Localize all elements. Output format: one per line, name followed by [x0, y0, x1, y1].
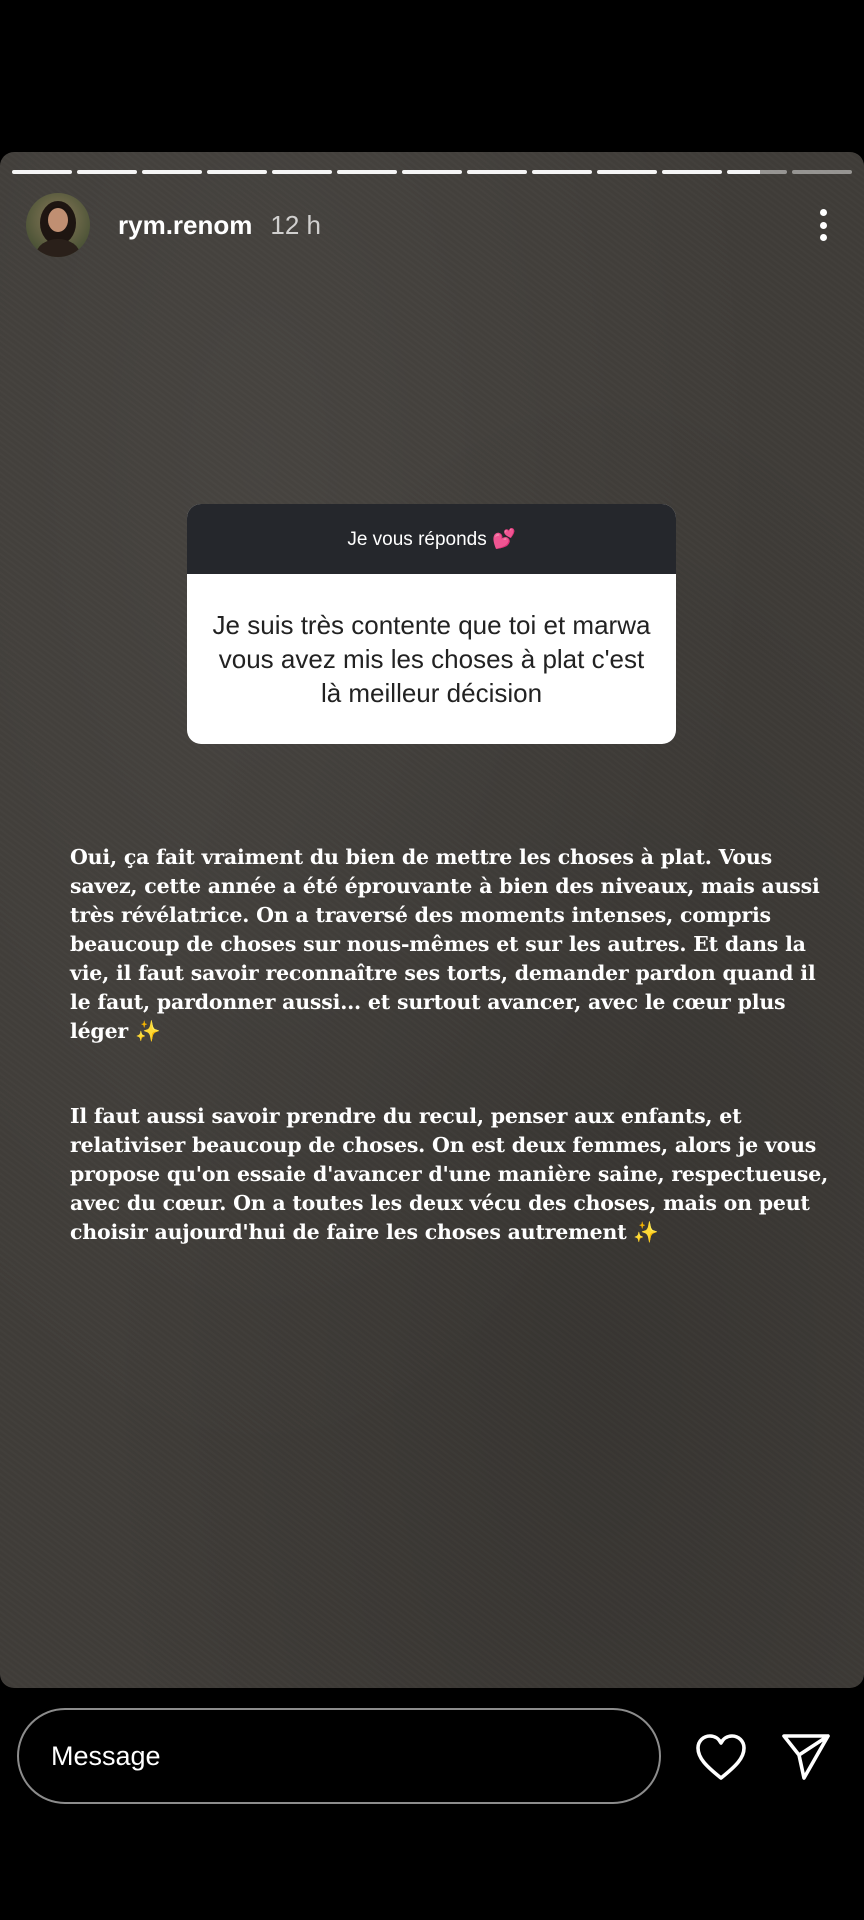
story-progress-segment	[792, 170, 852, 174]
story-progress-segment	[727, 170, 787, 174]
question-sticker-header: Je vous réponds 💕	[187, 504, 676, 574]
story-progress-segment	[77, 170, 137, 174]
avatar[interactable]	[26, 193, 90, 257]
story-progress-segment	[207, 170, 267, 174]
story-progress-segment	[597, 170, 657, 174]
story-header	[26, 192, 838, 258]
story-progress-segment	[142, 170, 202, 174]
answer-paragraph-2: Il faut aussi savoir prendre du recul, penser aux enfants, et relativiser beaucoup de choses. On est deux femmes, alors je vous propose qu'on essaie d'avancer d'une manière saine, respectueuse, avec du cœur. On a toutes les deux vécu des choses, mais on peut choisir aujourd'hui de faire les choses autrement ✨	[70, 1104, 829, 1244]
story-username[interactable]: rym.renom	[118, 209, 253, 240]
question-sticker-text: Je suis très contente que toi et marwa vous avez mis les choses à plat c'est là meilleur décision	[212, 610, 651, 708]
heart-icon[interactable]	[694, 1732, 748, 1782]
story-timestamp: 12 h	[270, 209, 321, 240]
story-progress-segment	[662, 170, 722, 174]
story-progress-segment	[467, 170, 527, 174]
story-progress-segment	[272, 170, 332, 174]
story-progress-bar	[12, 170, 852, 174]
message-placeholder: Message	[51, 1740, 161, 1771]
answer-paragraph-1: Oui, ça fait vraiment du bien de mettre les choses à plat. Vous savez, cette année a été éprouvante à bien des niveaux, mais aussi très révélatrice. On a traversé des moments intenses, compris beaucoup de choses sur nous-mêmes et sur les autres. Et dans la vie, il faut savoir reconnaître ses torts, demander pardon quand il le faut, pardonner aussi... et surtout avancer, avec le cœur plus léger ✨	[70, 845, 820, 1043]
message-input[interactable]	[17, 1708, 661, 1804]
story-content[interactable]	[0, 152, 864, 1688]
story-footer	[0, 1688, 864, 1868]
send-icon[interactable]	[780, 1730, 832, 1782]
question-sticker[interactable]	[187, 504, 676, 744]
story-progress-segment	[532, 170, 592, 174]
more-vertical-icon[interactable]	[808, 205, 838, 245]
story-progress-segment	[402, 170, 462, 174]
story-progress-segment	[12, 170, 72, 174]
story-progress-segment	[337, 170, 397, 174]
